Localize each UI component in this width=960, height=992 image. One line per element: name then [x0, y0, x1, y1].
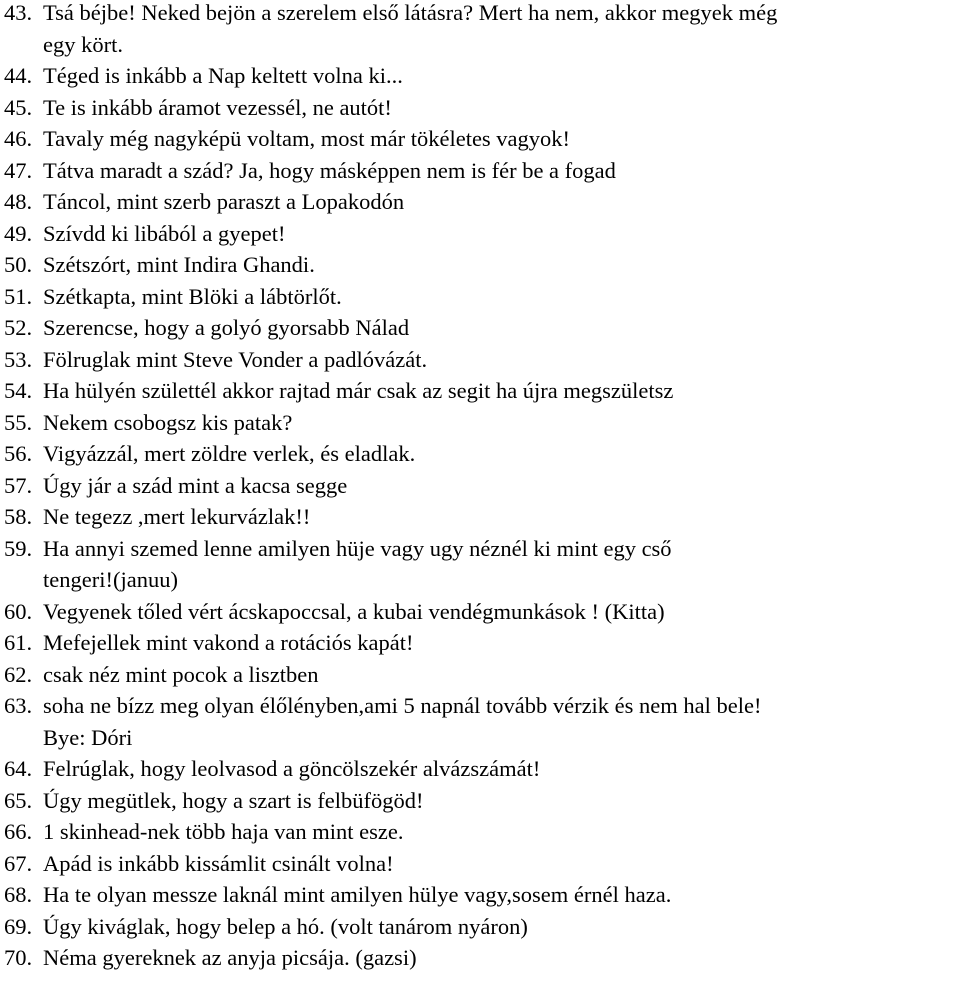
item-text [43, 375, 954, 407]
item-text-line: Úgy megütlek, hogy a szart is felbüfögöd! [43, 787, 424, 813]
item-text-line: Szétszórt, mint Indira Ghandi. [43, 252, 315, 277]
item-text [43, 627, 954, 659]
list-item [4, 281, 954, 313]
list-item [4, 155, 954, 187]
item-text [43, 438, 954, 470]
item-number: 47. [4, 157, 33, 183]
list-item [4, 470, 954, 502]
item-number: 53. [4, 346, 33, 372]
item-text-line: Téged is inkább a Nap keltett volna ki... [43, 63, 403, 88]
item-number: 62. [4, 661, 33, 687]
list-item [4, 312, 954, 344]
list-item [4, 690, 954, 753]
item-text [43, 785, 954, 817]
numbered-list [4, 0, 954, 974]
item-number: 68. [4, 882, 33, 907]
item-text-line: Ha te olyan messze laknál mint amilyen hülye vagy,sosem érnél haza. [43, 882, 672, 907]
list-item [4, 344, 954, 376]
item-text-line: Tavaly még nagyképü voltam, most már tökéletes vagyok! [43, 126, 571, 151]
item-text [43, 281, 954, 313]
item-text [43, 690, 954, 753]
list-item [4, 407, 954, 439]
item-text [43, 501, 954, 533]
item-text-line: Néma gyereknek az anyja picsája. (gazsi) [43, 945, 417, 970]
item-number: 57. [4, 472, 33, 498]
list-item [4, 186, 954, 218]
item-text [43, 0, 954, 60]
item-text-line: soha ne bízz meg olyan élőlényben,ami 5 napnál tovább vérzik és nem hal bele! [43, 693, 762, 718]
item-text [43, 60, 954, 92]
item-text-line: Szerencse, hogy a golyó gyorsabb Nálad [43, 315, 410, 340]
item-number: 55. [4, 409, 33, 435]
item-number: 48. [4, 189, 33, 214]
list-item [4, 0, 954, 60]
item-text [43, 848, 954, 880]
list-item [4, 596, 954, 628]
item-number: 46. [4, 126, 33, 151]
item-number: 45. [4, 94, 33, 120]
item-number: 44. [4, 63, 33, 88]
item-text-line: tengeri!(januu) [43, 567, 178, 592]
list-item [4, 785, 954, 817]
item-text-line: Ne tegezz ,mert lekurvázlak!! [43, 504, 311, 529]
item-text [43, 816, 954, 848]
item-text-line: Felrúglak, hogy leolvasod a göncölszekér alvázszámát! [43, 756, 541, 781]
item-number: 67. [4, 850, 33, 876]
item-text-line: Te is inkább áramot vezessél, ne autót! [43, 94, 392, 120]
item-text [43, 249, 954, 281]
item-number: 56. [4, 441, 33, 466]
item-text [43, 753, 954, 785]
item-text [43, 470, 954, 502]
item-text [43, 879, 954, 911]
item-text-line: Táncol, mint szerb paraszt a Lopakodón [43, 189, 405, 214]
item-text [43, 155, 954, 187]
item-number: 54. [4, 378, 33, 403]
item-text [43, 942, 954, 974]
list-item [4, 92, 954, 124]
list-item [4, 911, 954, 943]
item-text-line: Ha annyi szemed lenne amilyen hüje vagy ugy néznél ki mint egy cső [43, 535, 672, 561]
item-text [43, 218, 954, 250]
item-number: 43. [4, 0, 33, 25]
item-number: 61. [4, 630, 33, 655]
item-text [43, 92, 954, 124]
item-number: 58. [4, 504, 33, 529]
item-number: 52. [4, 315, 33, 340]
list-item [4, 879, 954, 911]
list-item [4, 218, 954, 250]
item-text-line: Vigyázzál, mert zöldre verlek, és eladlak. [43, 441, 416, 466]
item-text [43, 312, 954, 344]
item-text-line: Nekem csobogsz kis patak? [43, 409, 293, 435]
list-item [4, 659, 954, 691]
item-number: 49. [4, 220, 33, 246]
list-item [4, 501, 954, 533]
item-text-line: egy kört. [43, 31, 123, 57]
item-text-line: Fölruglak mint Steve Vonder a padlóvázát. [43, 346, 428, 372]
item-text [43, 659, 954, 691]
item-text-line: Tsá béjbe! Neked bejön a szerelem első látásra? Mert ha nem, akkor megyek még [43, 0, 778, 25]
item-text-line: Úgy kiváglak, hogy belep a hó. (volt tanárom nyáron) [43, 913, 528, 939]
list-item [4, 375, 954, 407]
item-number: 69. [4, 913, 33, 939]
item-text-line: 1 skinhead-nek több haja van mint esze. [43, 819, 404, 844]
item-number: 64. [4, 756, 33, 781]
list-item [4, 816, 954, 848]
item-text [43, 911, 954, 943]
item-text-line: Ha hülyén születtél akkor rajtad már csak az segit ha újra megszületsz [43, 378, 674, 403]
item-text-line: Szétkapta, mint Blöki a lábtörlőt. [43, 283, 342, 309]
list-item [4, 249, 954, 281]
item-number: 70. [4, 945, 33, 970]
item-text [43, 186, 954, 218]
item-text-line: Apád is inkább kissámlit csinált volna! [43, 850, 394, 876]
item-text-line: csak néz mint pocok a lisztben [43, 661, 319, 687]
list-item [4, 123, 954, 155]
item-text-line: Tátva maradt a szád? Ja, hogy másképpen nem is fér be a fogad [43, 157, 616, 183]
item-text [43, 596, 954, 628]
item-number: 63. [4, 693, 33, 718]
list-item [4, 848, 954, 880]
list-item [4, 60, 954, 92]
item-text-line: Úgy jár a szád mint a kacsa segge [43, 472, 348, 498]
item-number: 66. [4, 819, 33, 844]
item-text-line: Vegyenek tőled vért ácskapoccsal, a kubai vendégmunkások ! (Kitta) [43, 598, 665, 624]
list-item [4, 627, 954, 659]
item-number: 59. [4, 535, 33, 561]
item-number: 60. [4, 598, 33, 624]
item-text-line: Bye: Dóri [43, 724, 133, 750]
list-item [4, 533, 954, 596]
list-item [4, 753, 954, 785]
item-number: 50. [4, 252, 33, 277]
list-item [4, 438, 954, 470]
item-text [43, 123, 954, 155]
item-text-line: Szívdd ki libából a gyepet! [43, 220, 286, 246]
item-number: 51. [4, 283, 33, 309]
list-item [4, 942, 954, 974]
item-text [43, 344, 954, 376]
item-text-line: Mefejellek mint vakond a rotációs kapát! [43, 630, 414, 655]
item-text [43, 407, 954, 439]
item-text [43, 533, 954, 596]
item-number: 65. [4, 787, 33, 813]
